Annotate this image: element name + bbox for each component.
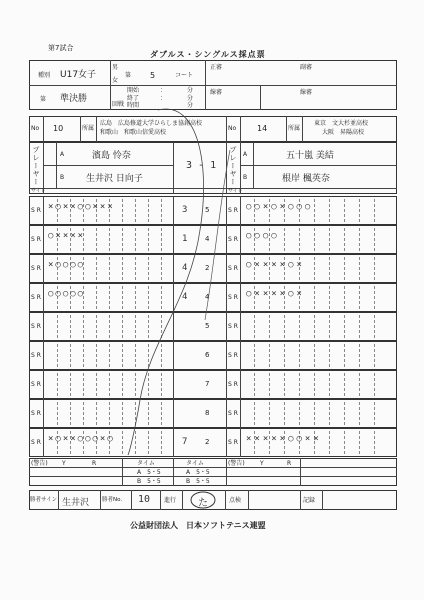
- line-judge-1: 線審: [210, 89, 223, 96]
- game-sr-label-right: S R: [228, 294, 238, 301]
- winner-no-label: 勝者No.: [102, 497, 123, 503]
- line-judge-2: 線審: [300, 89, 313, 96]
- left-team-number: 10: [53, 124, 64, 133]
- end-colon: ：: [160, 95, 167, 102]
- gender-male: 男: [112, 64, 119, 71]
- game-sr-label-right: S R: [228, 439, 238, 446]
- warning-label: (警告): [31, 460, 48, 467]
- game-center-left: 1: [182, 234, 188, 244]
- court-prefix: 第: [125, 72, 132, 79]
- left-player-label: プレーヤー: [32, 146, 40, 186]
- game-sr-label-left: S R: [31, 236, 41, 243]
- left-player-2: 生井沢 日向子: [86, 174, 143, 184]
- game-sr-label-right: S R: [228, 381, 238, 388]
- event-value: U17女子: [60, 70, 97, 80]
- game-center-left: 4: [182, 263, 188, 273]
- game-number: 4: [205, 235, 210, 243]
- round-suffix: 回戦: [112, 101, 125, 108]
- start-colon: ：: [160, 87, 167, 94]
- start-min: 分: [187, 87, 194, 94]
- right-pos-b: B: [243, 174, 248, 181]
- right-aff-line1: 東京 文大杉並高校: [314, 120, 369, 127]
- timeout-a-right: A 5・5: [186, 469, 210, 476]
- game-right-points: ○××××○×: [246, 289, 305, 299]
- right-player-2: 根岸 楓英奈: [282, 174, 330, 184]
- game-center-left: 7: [182, 437, 188, 447]
- organization: 公益財団法人 日本ソフトテニス連盟: [130, 521, 266, 530]
- match-score: 3 - 1: [186, 160, 217, 171]
- game-sr-label-left: S R: [31, 439, 41, 446]
- game-number: 2: [205, 264, 210, 272]
- game-left-points: ×○××○○×××: [48, 202, 115, 212]
- game-sr-label-left: S R: [31, 294, 41, 301]
- time-label: 時間: [127, 102, 140, 109]
- right-side-label: サイド: [228, 188, 243, 194]
- left-player-1: 濱島 怜奈: [92, 151, 131, 161]
- timeout-b-left: B 5・5: [137, 478, 161, 485]
- left-no-label: No: [31, 125, 40, 132]
- game-right-points: ○○○○: [246, 231, 280, 241]
- game-sr-label-right: S R: [228, 410, 238, 417]
- game-sr-label-left: S R: [31, 381, 41, 388]
- record-label: 記録: [303, 497, 316, 504]
- left-pos-a: A: [60, 151, 65, 158]
- round-value: 準決勝: [60, 94, 88, 104]
- game-number: 2: [205, 438, 210, 446]
- timeout-b-right: B 5・5: [186, 478, 210, 485]
- event-label: 種別: [38, 72, 51, 79]
- game-sr-label-left: S R: [31, 207, 41, 214]
- left-aff-line2: 和歌山 和歌山信愛高校: [100, 129, 167, 136]
- game-number: 7: [205, 380, 210, 388]
- warning-label-right: (警告): [228, 460, 245, 467]
- round-prefix: 第: [40, 96, 47, 103]
- game-number: 8: [205, 409, 210, 417]
- game-sr-label-right: S R: [228, 323, 238, 330]
- game-left-points: ×○○○○: [48, 260, 86, 270]
- game-number: 4: [205, 293, 210, 301]
- game-left-points: ×○××○○○×○: [48, 434, 115, 444]
- winner-sign: 生井沢: [62, 498, 90, 508]
- check-label: 点検: [229, 497, 242, 504]
- time-min: 分: [187, 102, 194, 109]
- game-sr-label-left: S R: [31, 410, 41, 417]
- left-aff-line1: 広島 広島修道大学ひらしま協創高校: [100, 120, 203, 127]
- game-right-points: ○××××○×: [246, 260, 305, 270]
- game-number: 5: [205, 322, 210, 330]
- right-no-label: No: [228, 125, 237, 132]
- winner-sign-label: 勝者サイン: [30, 497, 58, 503]
- game-right-points: ○○×○×○○○: [246, 202, 314, 212]
- start-label: 開始: [127, 87, 140, 94]
- advance-label: 進行: [164, 497, 177, 504]
- gender-female: 女: [112, 77, 119, 84]
- game-sr-label-right: S R: [228, 236, 238, 243]
- right-aff-label: 所属: [288, 125, 301, 132]
- game-left-points: ○○○○○: [48, 289, 86, 299]
- umpire-label: 正審: [210, 64, 223, 71]
- game-center-left: 3: [182, 205, 188, 215]
- court-suffix: コート: [175, 72, 194, 79]
- game-sr-label-left: S R: [31, 323, 41, 330]
- game-left-points: ○××××: [48, 231, 86, 241]
- warning-y-right: Y: [260, 460, 264, 467]
- left-aff-label: 所属: [82, 125, 95, 132]
- game-right-points: ×××××○○××: [246, 434, 322, 444]
- game-sr-label-right: S R: [228, 352, 238, 359]
- right-aff-line2: 大阪 昇陽高校: [322, 129, 365, 136]
- timeout-a-left: A 5・5: [137, 469, 161, 476]
- right-player-label: プレーヤー: [229, 146, 237, 186]
- right-pos-a: A: [243, 151, 248, 158]
- match-number: 第7試合: [48, 44, 74, 52]
- game-center-left: 4: [182, 292, 188, 302]
- game-sr-label-right: S R: [228, 207, 238, 214]
- game-number: 5: [205, 206, 210, 214]
- advance-value: た: [198, 498, 208, 509]
- court-number: 5: [150, 71, 156, 80]
- end-label: 終了: [127, 95, 140, 102]
- left-pos-b: B: [60, 174, 65, 181]
- right-team-number: 14: [257, 124, 268, 133]
- game-sr-label-left: S R: [31, 352, 41, 359]
- right-player-1: 五十嵐 美結: [286, 151, 334, 161]
- game-sr-label-right: S R: [228, 265, 238, 272]
- timeout-label-right: タイム: [186, 460, 204, 467]
- game-sr-label-left: S R: [31, 265, 41, 272]
- warning-r-left: R: [92, 460, 97, 467]
- winner-number: 10: [138, 494, 151, 505]
- left-side-label: サイド: [31, 188, 46, 194]
- warning-y-left: Y: [62, 460, 66, 467]
- warning-r-right: R: [287, 460, 292, 467]
- timeout-label-left: タイム: [137, 460, 155, 467]
- end-min: 分: [187, 95, 194, 102]
- game-number: 6: [205, 351, 210, 359]
- sheet-title: ダブルス・シングルス採点票: [150, 50, 266, 59]
- sub-umpire-label: 副審: [300, 64, 313, 71]
